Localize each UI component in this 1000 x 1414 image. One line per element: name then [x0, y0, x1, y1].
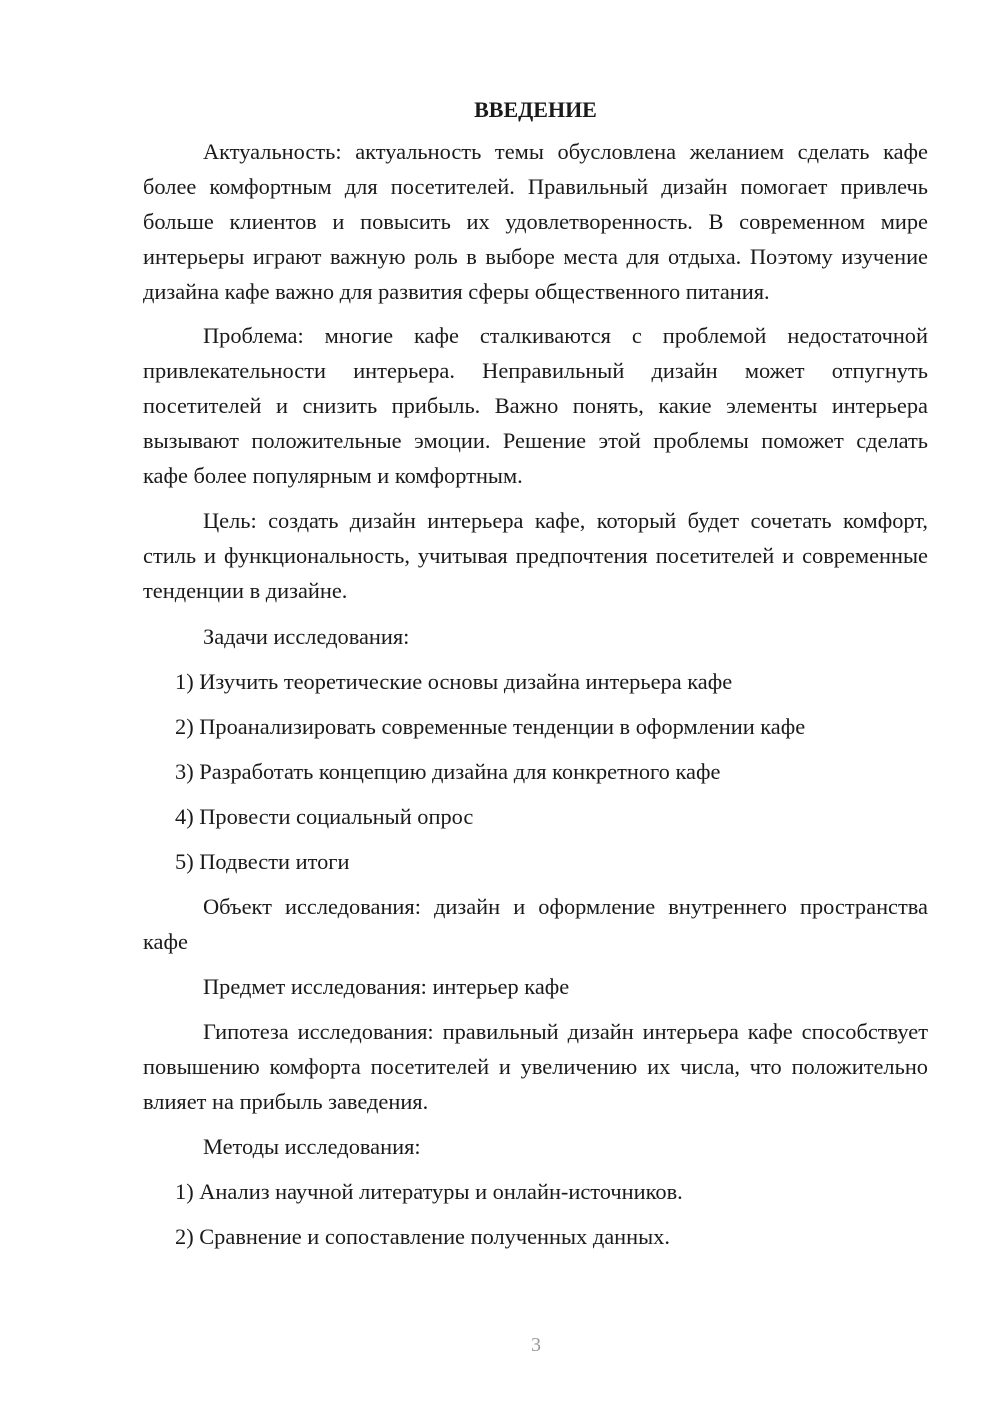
- method-item: 1) Анализ научной литературы и онлайн-источников.: [175, 1179, 683, 1204]
- methods-heading: Методы исследования:: [203, 1134, 421, 1159]
- object-paragraph: Объект исследования: дизайн и оформление внутреннего пространства кафе: [143, 894, 928, 954]
- section-title: ВВЕДЕНИЕ: [474, 97, 597, 122]
- page-number: 3: [531, 1334, 541, 1356]
- task-item: 4) Провести социальный опрос: [175, 804, 474, 829]
- task-item: 3) Разработать концепцию дизайна для конкретного кафе: [175, 759, 721, 784]
- hypothesis-paragraph: Гипотеза исследования: правильный дизайн интерьера кафе способствует повышению комфорта посетителей и увеличению их числа, что положительно влияет на прибыль заведения.: [143, 1019, 928, 1114]
- subject-paragraph: Предмет исследования: интерьер кафе: [203, 974, 570, 999]
- method-item: 2) Сравнение и сопоставление полученных данных.: [175, 1224, 670, 1249]
- relevance-paragraph: Актуальность: актуальность темы обусловлена желанием сделать кафе более комфортным для посетителей. Правильный дизайн помогает привлечь больше клиентов и повысить их удовлетворенность. В современном мире интерьеры играют важную роль в выборе места для отдыха. Поэтому изучение дизайна кафе важно для развития сферы общественного питания.: [143, 139, 928, 304]
- task-item: 1) Изучить теоретические основы дизайна интерьера кафе: [175, 669, 733, 694]
- task-item: 2) Проанализировать современные тенденции в оформлении кафе: [175, 714, 806, 739]
- page-content: [143, 95, 928, 1264]
- tasks-heading: Задачи исследования:: [203, 624, 410, 649]
- task-item: 5) Подвести итоги: [175, 849, 350, 874]
- problem-paragraph: Проблема: многие кафе сталкиваются с проблемой недостаточной привлекательности интерьера. Неправильный дизайн может отпугнуть посетителей и снизить прибыль. Важно понять, какие элементы интерьера вызывают положительные эмоции. Решение этой проблемы поможет сделать кафе более популярным и комфортным.: [143, 323, 928, 488]
- goal-paragraph: Цель: создать дизайн интерьера кафе, который будет сочетать комфорт, стиль и функциональность, учитывая предпочтения посетителей и современные тенденции в дизайне.: [143, 508, 928, 603]
